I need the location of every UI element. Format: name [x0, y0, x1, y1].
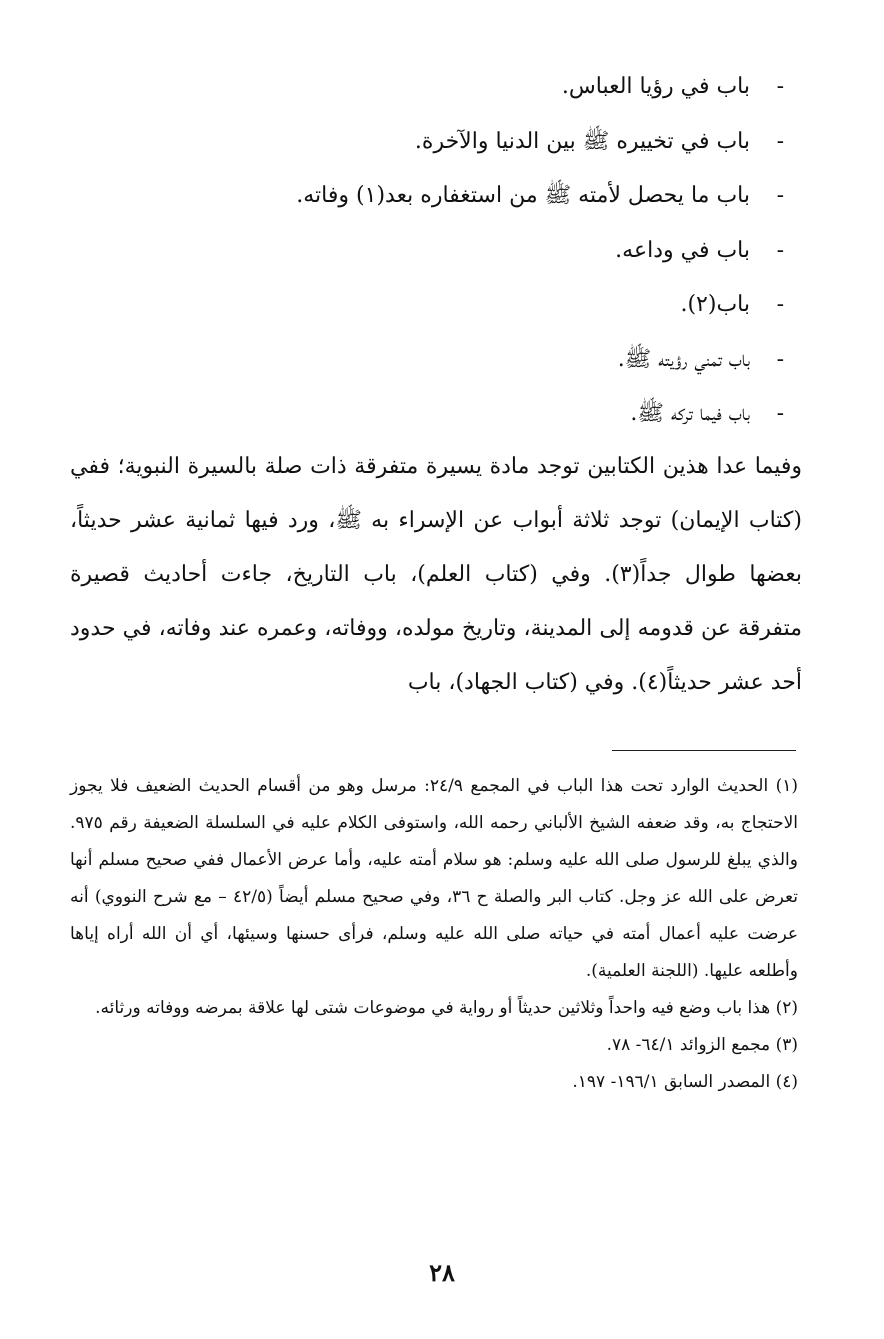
- list-marker: -: [776, 74, 784, 99]
- list-item: [104, 337, 784, 392]
- list-item-text: باب في رؤيا العباس.: [561, 74, 750, 99]
- list-item-text: باب في وداعه.: [615, 237, 750, 263]
- list-item-text: باب فيما تركه ﷺ.: [630, 401, 750, 426]
- footnote-text: الحديث الوارد تحت هذا الباب في المجمع ٢٤/٩: مرسل وهو من أقسام الحديث الضعيف فلا يجوز الاحتجاج به، وقد ضعفه الشيخ الألباني رحمه الله، واستوفى الكلام عليه في السلسلة الضعيفة رقم ٩٧٥. والذي يبلغ للرسول صلى الله عليه وسلم: هو سلام أمته عليه، وأما عرض الأعمال ففي صحيح مسلم أنها تعرض على الله عز وجل. كتاب البر والصلة ح ٣٦، وفي صحيح مسلم أيضاً (٤٢/٥ – مع شرح النووي) أنه عرضت عليه أعمال أمته في حياته صلى الله عليه وسلم، فرأى حسنها وسيئها، أي أن الله أراه إياها وأطلعه عليها. (اللجنة العلمية).: [70, 776, 798, 981]
- footnote-number: (١): [775, 776, 798, 796]
- footnotes: [70, 768, 798, 1101]
- footnote-text: المصدر السابق ١٩٦/١- ١٩٧.: [572, 1072, 771, 1092]
- footnote: [70, 990, 798, 1027]
- list-item-text: باب في تخييره ﷺ بين الدنيا والآخرة.: [414, 128, 750, 154]
- footnote-number: (٢): [775, 998, 798, 1018]
- list-marker: -: [776, 183, 784, 208]
- footnote-number: (٤): [775, 1072, 798, 1092]
- chapter-list: [104, 64, 784, 446]
- footnote-text: هذا باب وضع فيه واحداً وثلاثين حديثاً أو رواية في موضوعات شتى لها علاقة بمرضه ووفاته ورثائه.: [95, 998, 771, 1018]
- list-item: [104, 228, 784, 283]
- list-item-text: باب(٢).: [680, 292, 750, 317]
- page-number: ٢٨: [429, 1258, 455, 1287]
- list-marker: -: [776, 128, 784, 154]
- footnote: [70, 768, 798, 990]
- list-item: [104, 119, 784, 174]
- list-item: [104, 64, 784, 119]
- footnote-divider: [612, 750, 796, 751]
- list-marker: -: [776, 346, 784, 372]
- list-item-text: باب تمني رؤيته ﷺ.: [617, 346, 750, 372]
- list-marker: -: [776, 292, 784, 317]
- footnote-number: (٣): [775, 1035, 798, 1055]
- footnote-text: مجمع الزوائد ٦٤/١- ٧٨.: [606, 1035, 771, 1055]
- list-marker: -: [776, 401, 784, 426]
- list-item: [104, 391, 784, 446]
- list-item: [104, 282, 784, 337]
- list-marker: -: [776, 237, 784, 263]
- body-paragraph: وفيما عدا هذين الكتابين توجد مادة يسيرة متفرقة ذات صلة بالسيرة النبوية؛ ففي (كتاب الإيمان) توجد ثلاثة أبواب عن الإسراء به ﷺ، ورد فيها ثمانية عشر حديثاً، بعضها طوال جداً(٣). وفي (كتاب العلم)، باب التاريخ، جاءت أحاديث قصيرة متفرقة عن قدومه إلى المدينة، وتاريخ مولده، ووفاته، وعمره عند وفاته، في حدود أحد عشر حديثاً(٤). وفي (كتاب الجهاد)، باب: [70, 454, 802, 695]
- list-item: [104, 173, 784, 228]
- footnote: [70, 1027, 798, 1064]
- footnote: [70, 1064, 798, 1101]
- list-item-text: باب ما يحصل لأمته ﷺ من استغفاره بعد(١) وفاته.: [296, 183, 750, 208]
